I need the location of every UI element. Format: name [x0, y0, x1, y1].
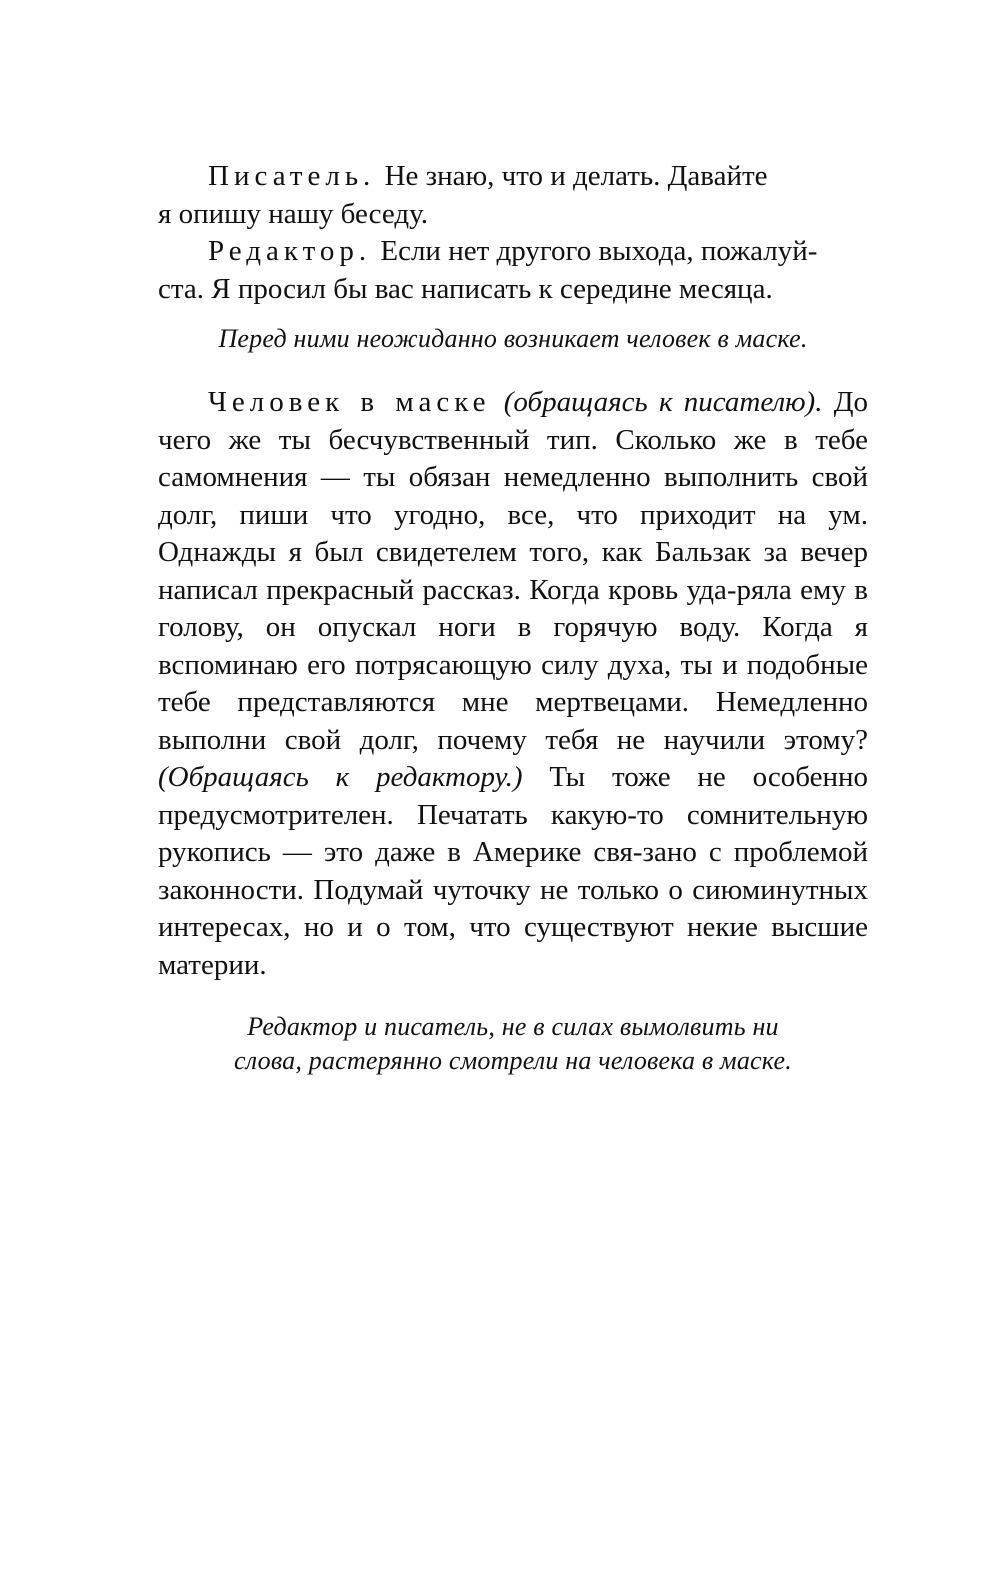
- stage-aside: (Обращаясь к редактору.): [158, 761, 523, 793]
- speaker-name: Редактор.: [208, 235, 372, 267]
- book-page: [158, 158, 868, 1078]
- speaker-name: Писатель.: [208, 160, 376, 192]
- stage-aside: (обращаясь к писателю).: [503, 386, 823, 418]
- speech-editor: [158, 233, 868, 308]
- speech-text: До чего же ты бесчувственный тип. Сколько же в тебе самомнения — ты обязан немедленно выполнить свой долг, пиши что угодно, все, что приходит на ум. Однажды я был свидетелем того, как Бальзак за вечер написал прекрасный рассказ. Когда кровь уда-ряла ему в голову, он опускал ноги в горячую воду. Когда я вспоминаю его потрясающую силу духа, ты и подобные тебе представляются мне мертвецами. Немедленно выполни свой долг, почему тебя не научили этому?: [158, 386, 868, 756]
- speech-writer: [158, 158, 868, 233]
- stage-direction-text: Перед ними неожиданно возникает человек в маске.: [218, 324, 808, 353]
- speaker-name: Человек в маске: [208, 386, 491, 418]
- speech-text: Не знаю, что и делать. Давайте: [384, 160, 768, 192]
- stage-direction-text: слова, растерянно смотрели на человека в маске.: [234, 1046, 792, 1075]
- speech-masked-man: [158, 384, 868, 984]
- speech-text: я опишу нашу беседу.: [158, 197, 428, 230]
- stage-direction-text: Редактор и писатель, не в силах вымолвить ни: [247, 1012, 779, 1041]
- stage-direction: [158, 322, 868, 356]
- speech-text: Если нет другого выхода, пожалуй-: [380, 235, 818, 267]
- speech-text: ста. Я просил бы вас написать к середине месяца.: [158, 272, 773, 305]
- speech-text: Ты тоже не особенно предусмотрителен. Печатать какую-то сомнительную рукопись — это даже в Америке свя-зано с проблемой законности. Подумай чуточку не только о сиюминутных интересах, но и о том, что существуют некие высшие материи.: [158, 761, 868, 981]
- stage-direction: [158, 1010, 868, 1078]
